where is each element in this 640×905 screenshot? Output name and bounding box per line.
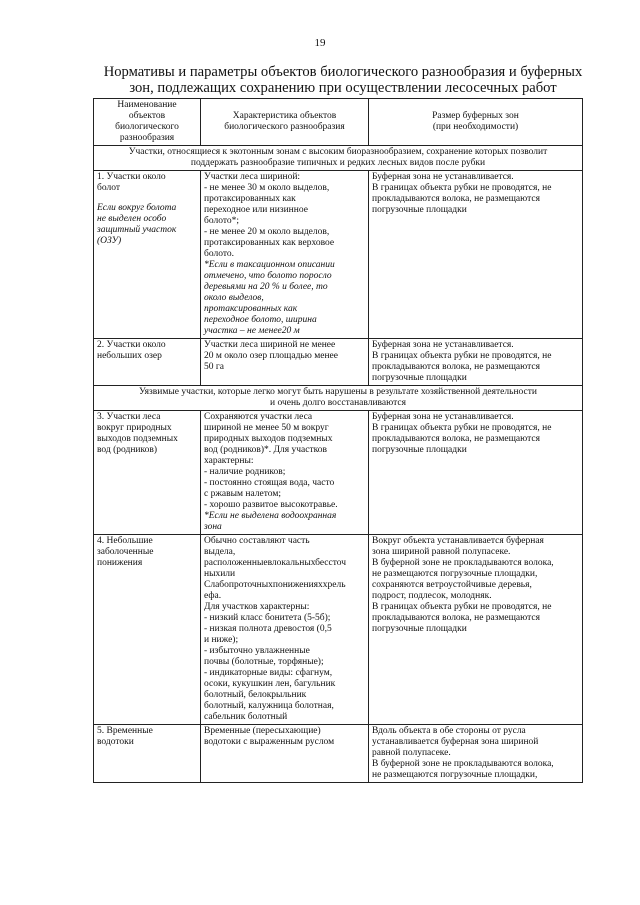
text-line: протаксированных как [204, 304, 298, 314]
text-line: заболоченные [97, 547, 154, 557]
text-line: разнообразия [119, 133, 175, 143]
text-line: не выделен особо [97, 214, 167, 224]
title-line: зон, подлежащих сохранению при осуществлении лесосечных работ [129, 80, 557, 96]
text-line: ефа. [204, 591, 222, 601]
text-line: участка – не менее20 м [204, 326, 300, 336]
text-line: 50 га [204, 362, 224, 372]
text-line: понижения [97, 558, 143, 568]
text-line: ныхили [204, 569, 236, 579]
text-line: деревьями на 20 % и более, то [204, 282, 328, 292]
section-row-ecotone [94, 146, 583, 171]
text-line: выходов подземных [97, 434, 178, 444]
characteristic-cell [201, 171, 369, 339]
text-line: небольших озер [97, 351, 162, 361]
text-line: устанавливается буферная зона шириной [372, 737, 539, 747]
text-line: и очень долго восстанавливаются [270, 398, 406, 408]
text-line: Временные (пересыхающие) [204, 726, 321, 736]
text-line: характерны: [204, 456, 254, 466]
text-line: не размещаются погрузочные площадки, [372, 770, 538, 780]
characteristic-cell [201, 411, 369, 535]
characteristic-cell [201, 339, 369, 386]
text-line: протаксированных как [204, 194, 296, 204]
text-line: (ОЗУ) [97, 236, 122, 246]
text-line: погрузочные площадки [372, 624, 467, 634]
text-line: расположенныевлокальныхбессточ [204, 558, 347, 568]
text-line: Уязвимые участки, которые легко могут быть нарушены в результате хозяйственной деятельности [139, 387, 537, 397]
text-line: Для участков характерны: [204, 602, 310, 612]
text-line: Участки, относящиеся к экотонным зонам с высоким биоразнообразием, сохранение которых позволит [128, 147, 548, 157]
text-line: 3. Участки леса [97, 412, 161, 422]
buffer-cell [369, 725, 583, 783]
characteristic-text [204, 412, 365, 511]
section-heading [94, 386, 583, 411]
text-line: болот [97, 183, 120, 193]
table-header-row [94, 99, 583, 146]
object-name [97, 172, 197, 194]
text-line: погрузочные площадки [372, 445, 467, 455]
buffer-cell [369, 339, 583, 386]
buffer-cell [369, 171, 583, 339]
text-line: Участки леса шириной не менее [204, 340, 336, 350]
title-line: Нормативы и параметры объектов биологического разнообразия и буферных [103, 64, 583, 80]
text-line: Обычно составляют часть [204, 536, 310, 546]
text-line: прокладываются волока, не размещаются [372, 194, 540, 204]
header-buffer-size [369, 99, 583, 146]
header-object-name [94, 99, 201, 146]
text-line: - индикаторные виды: сфагнум, [204, 668, 333, 678]
text-line: болотный, белокрыльник [204, 690, 307, 700]
object-name-cell [94, 171, 201, 339]
text-line: объектов [128, 111, 166, 121]
text-line: водотоки с выраженным руслом [204, 737, 335, 747]
text-line: болотный, калужница болотная, [204, 701, 334, 711]
text-line: поддержать разнообразие типичных и редких лесных видов после рубки [190, 158, 486, 168]
text-line: с ржавым налетом; [204, 489, 281, 499]
text-line: Слабопроточныхпониженияххрель [204, 580, 346, 590]
text-line: прокладываются волока, не размещаются [372, 434, 540, 444]
norms-table [93, 98, 583, 783]
object-name-cell [94, 411, 201, 535]
text-line: В границах объекта рубки не проводятся, не [372, 183, 552, 193]
text-line: Характеристика объектов [232, 111, 337, 121]
text-line: равной полупасеке. [372, 748, 451, 758]
text-line: Буферная зона не устанавливается. [372, 172, 514, 182]
characteristic-text [204, 172, 365, 260]
text-line: водотоки [97, 737, 134, 747]
text-line: *Если не выделена водоохранная [204, 511, 337, 521]
text-line: Участки леса шириной: [204, 172, 301, 182]
section-row-vulnerable [94, 386, 583, 411]
object-name-cell [94, 339, 201, 386]
header-characteristic [201, 99, 369, 146]
text-line: зона шириной равной полупасеке. [372, 547, 511, 557]
text-line: прокладываются волока, не размещаются [372, 613, 540, 623]
text-line: Наименование [117, 100, 177, 110]
table-row [94, 411, 583, 535]
text-line: - наличие родников; [204, 467, 286, 477]
text-line: сохраняются ветроустойчивые деревья, [372, 580, 532, 590]
text-line: шириной не менее 50 м вокруг [204, 423, 329, 433]
text-line: 5. Временные [97, 726, 153, 736]
text-line: болото*; [204, 216, 239, 226]
text-line: 4. Небольшие [97, 536, 153, 546]
characteristic-note [204, 260, 365, 337]
text-line: отмечено, что болото поросло [204, 271, 332, 281]
text-line: природных выходов подземных [204, 434, 333, 444]
text-line: протаксированных как верховое [204, 238, 335, 248]
text-line: болото. [204, 249, 234, 259]
text-line: 1. Участки около [97, 172, 166, 182]
text-line: Вдоль объекта в обе стороны от русла [372, 726, 526, 736]
text-line: В границах объекта рубки не проводятся, не [372, 423, 552, 433]
text-line: Размер буферных зон [432, 111, 519, 121]
text-line: сабельник болотный [204, 712, 288, 722]
text-line: - не менее 30 м около выделов, [204, 183, 330, 193]
text-line: погрузочные площадки [372, 205, 467, 215]
table-row [94, 535, 583, 725]
characteristic-cell [201, 535, 369, 725]
table-row [94, 171, 583, 339]
text-line: погрузочные площадки [372, 373, 467, 383]
text-line: подрост, подлесок, молодняк. [372, 591, 492, 601]
text-line: Буферная зона не устанавливается. [372, 412, 514, 422]
text-line: *Если в таксационном описании [204, 260, 335, 270]
text-line: - низкая полнота древостоя (0,5 [204, 624, 332, 634]
text-line: вокруг природных [97, 423, 172, 433]
text-line: - хорошо развитое высокотравье. [204, 500, 338, 510]
text-line: осоки, кукушкин лен, багульник [204, 679, 336, 689]
section-heading [94, 146, 583, 171]
object-name-cell [94, 725, 201, 783]
text-line: Если вокруг болота [97, 203, 177, 213]
text-line: переходное болото, ширина [204, 315, 317, 325]
text-line: почвы (болотные, торфяные); [204, 657, 324, 667]
text-line: около выделов, [204, 293, 264, 303]
page-number: 19 [314, 37, 326, 49]
table-row [94, 339, 583, 386]
object-name-note [97, 203, 197, 247]
text-line: В границах объекта рубки не проводятся, не [372, 351, 552, 361]
text-line: (при необходимости) [432, 122, 519, 132]
text-line: прокладываются волока, не размещаются [372, 362, 540, 372]
text-line: зона [204, 522, 222, 532]
buffer-cell [369, 411, 583, 535]
text-line: - низкий класс бонитета (5-5б); [204, 613, 331, 623]
text-line: - постоянно стоящая вода, часто [204, 478, 335, 488]
text-line: 20 м около озер площадью менее [204, 351, 338, 361]
text-line: Сохраняются участки леса [204, 412, 313, 422]
text-line: выдела, [204, 547, 236, 557]
text-line: 2. Участки около [97, 340, 166, 350]
text-line: Буферная зона не устанавливается. [372, 340, 514, 350]
text-line: биологического [115, 122, 179, 132]
text-line: не размещаются погрузочные площадки, [372, 569, 538, 579]
table-row [94, 725, 583, 783]
text-line: и ниже); [204, 635, 239, 645]
text-line: вод (родников) [97, 445, 158, 455]
text-line: В буферной зоне не прокладываются волока, [372, 759, 554, 769]
text-line: биологического разнообразия [224, 122, 345, 132]
object-name-cell [94, 535, 201, 725]
text-line: вод (родников)*. Для участков [204, 445, 327, 455]
text-line: защитный участок [97, 225, 177, 235]
text-line: В буферной зоне не прокладываются волока, [372, 558, 554, 568]
text-line: переходное или низинное [204, 205, 308, 215]
buffer-cell [369, 535, 583, 725]
text-line: В границах объекта рубки не проводятся, не [372, 602, 552, 612]
characteristic-cell [201, 725, 369, 783]
characteristic-note [204, 511, 365, 533]
text-line: Вокруг объекта устанавливается буферная [372, 536, 544, 546]
text-line: - не менее 20 м около выделов, [204, 227, 330, 237]
text-line: - избыточно увлажненные [204, 646, 310, 656]
document-title [88, 64, 598, 96]
